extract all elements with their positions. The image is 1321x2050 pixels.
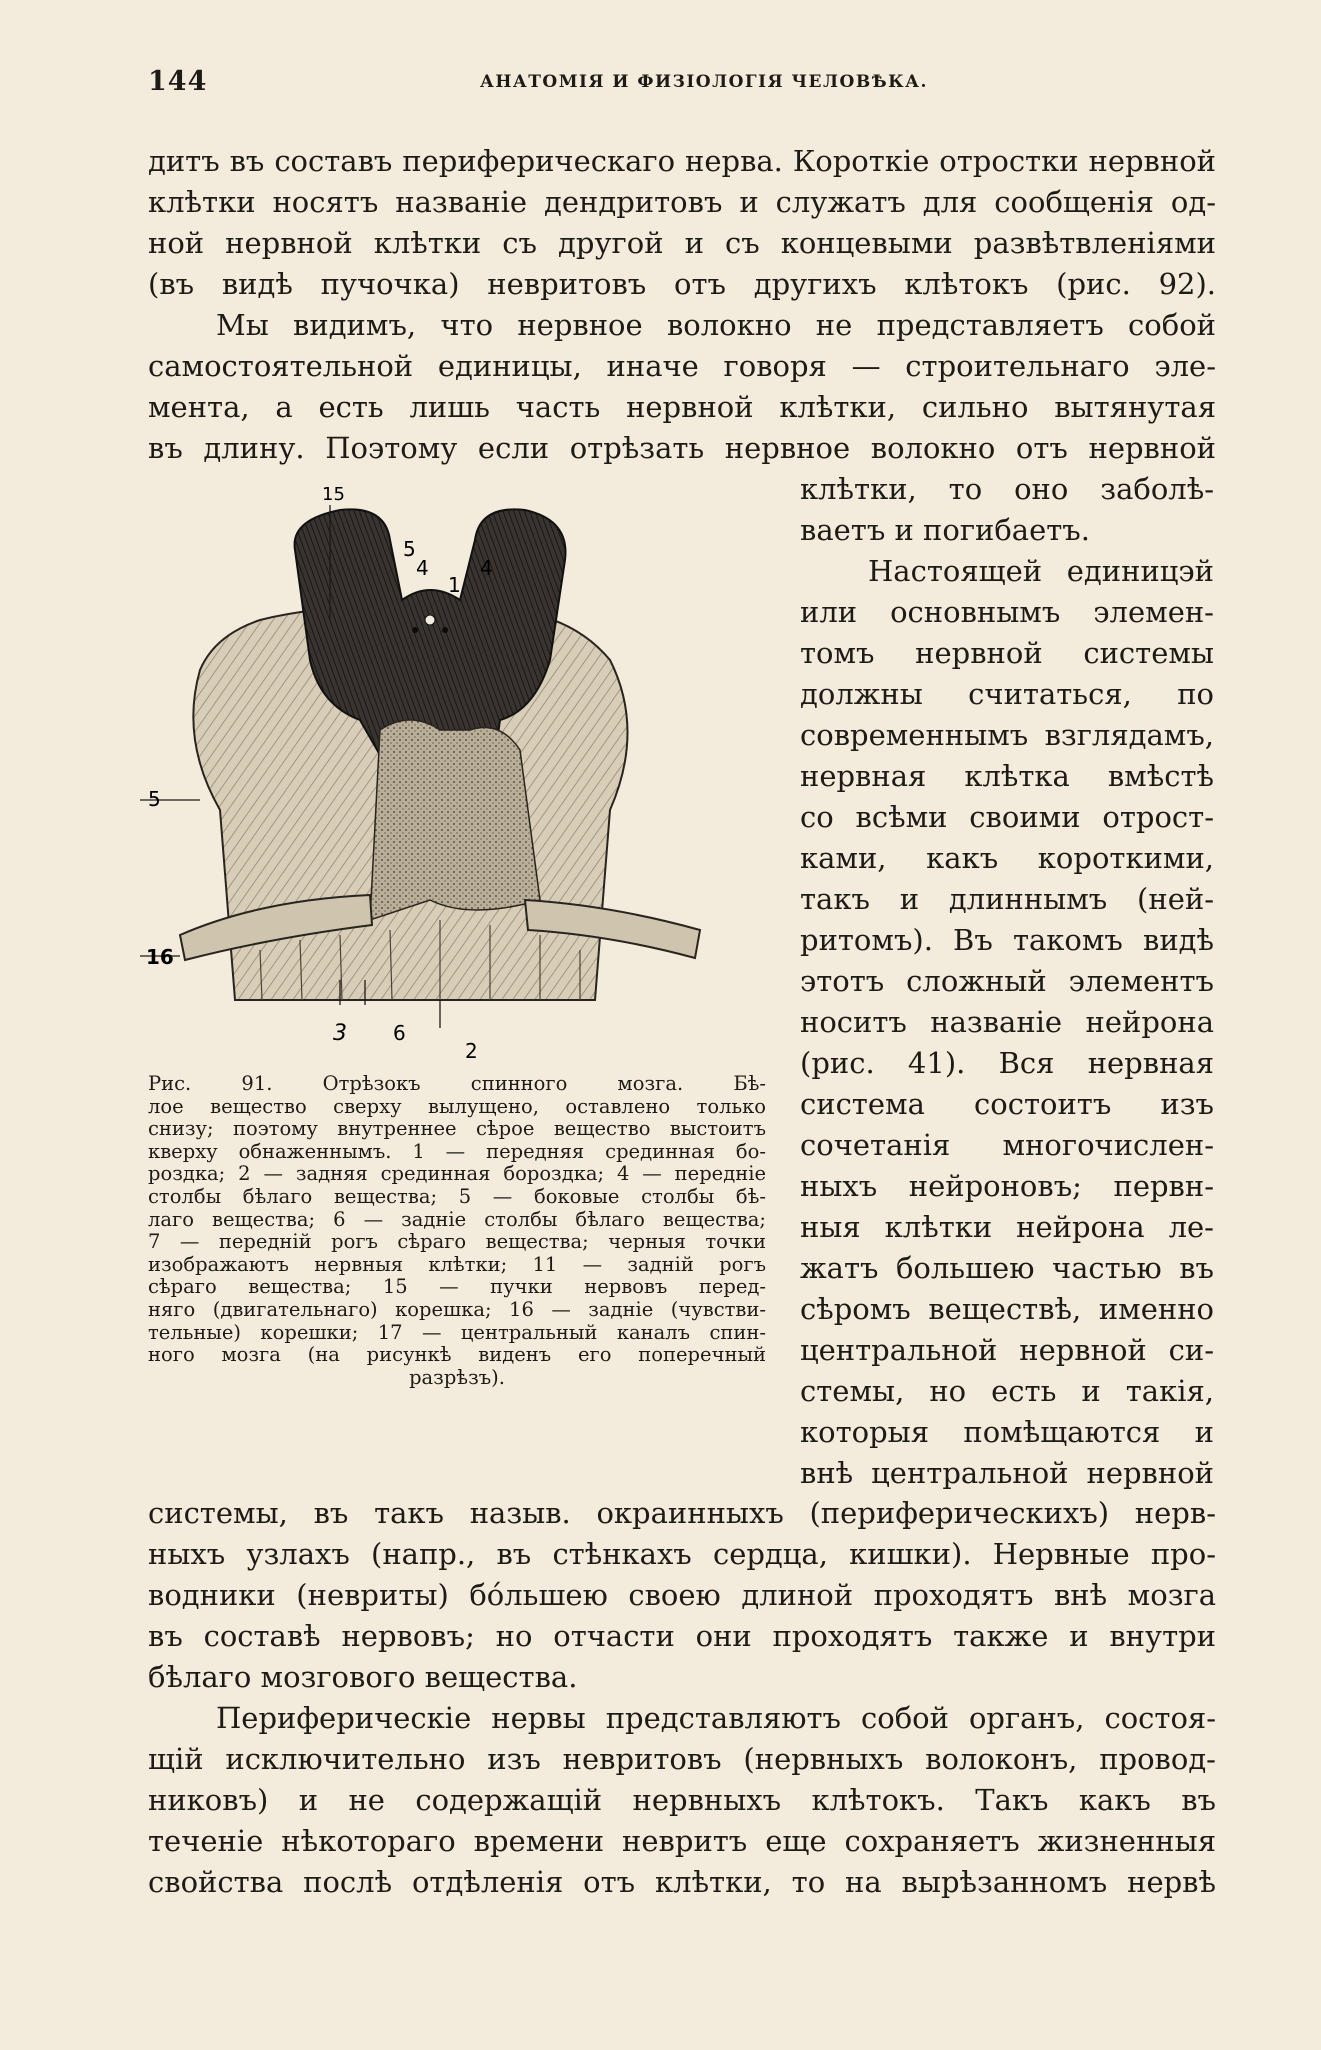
caption-line: роздка; 2 — задняя срединная бороздка; 4 — передніе xyxy=(148,1162,766,1186)
text-line: такъ и длиннымъ (ней- xyxy=(800,882,1214,916)
caption-line: лое вещество сверху вылущено, оставлено только xyxy=(148,1094,766,1118)
figure-caption xyxy=(148,1073,766,1389)
text-line: этотъ сложный элементъ xyxy=(800,964,1214,998)
text-line: ныхъ узлахъ (напр., въ стѣнкахъ сердца, кишки). Нервные про- xyxy=(148,1537,1216,1571)
caption-line: изображаютъ нервныя клѣтки; 11 — задній рогъ xyxy=(148,1252,766,1276)
text-line: бѣлаго мозгового вещества. xyxy=(148,1660,578,1694)
text-line: должны считаться, по xyxy=(800,677,1214,711)
figure-label: 3 xyxy=(333,1021,347,1046)
text-line: мента, а есть лишь часть нервной клѣтки, сильно вытянутая xyxy=(148,390,1216,424)
text-line: никовъ) и не содержащій нервныхъ клѣтокъ. Такъ какъ въ xyxy=(148,1783,1216,1817)
text-line: сѣромъ веществѣ, именно xyxy=(800,1292,1214,1326)
central-canal xyxy=(425,615,435,625)
text-line: самостоятельной единицы, иначе говоря — строительнаго эле- xyxy=(148,349,1216,383)
text-line: или основнымъ элемен- xyxy=(800,595,1214,629)
figure-label: 5 xyxy=(148,787,161,811)
anterior-column xyxy=(370,720,540,920)
spinal-cord-figure xyxy=(140,480,770,1070)
text-line: нервная клѣтка вмѣстѣ xyxy=(800,759,1214,793)
text-line: томъ нервной системы xyxy=(800,636,1214,670)
figure-label: 4 xyxy=(416,556,429,580)
text-line: жатъ большею частью въ xyxy=(800,1251,1214,1285)
nerve-cell-dot xyxy=(412,627,418,633)
text-line: центральной нервной си- xyxy=(800,1333,1214,1367)
text-line: ритомъ). Въ такомъ видѣ xyxy=(800,923,1214,957)
text-line: (въ видѣ пучочка) невритовъ отъ другихъ клѣтокъ (рис. 92). xyxy=(148,267,1216,301)
caption-line: Рис. 91. Отрѣзокъ спинного мозга. Бѣ- xyxy=(148,1072,766,1095)
page-number: 144 xyxy=(148,66,208,97)
figure-label: 4 xyxy=(480,556,493,580)
top-paragraph-block xyxy=(148,141,1216,469)
nerve-cell-dot xyxy=(442,627,448,633)
side-column-text xyxy=(800,469,1214,1494)
text-line: (рис. 41). Вся нервная xyxy=(800,1046,1214,1080)
caption-line: тельные) корешки; 17 — центральный каналъ спин- xyxy=(148,1320,766,1344)
text-line: свойства послѣ отдѣленія отъ клѣтки, то на вырѣзанномъ нервѣ xyxy=(148,1865,1216,1899)
text-line: щій исключительно изъ невритовъ (нервныхъ волоконъ, провод- xyxy=(148,1742,1216,1776)
caption-line: разрѣзъ). xyxy=(409,1365,505,1389)
text-line: ныхъ нейроновъ; первн- xyxy=(800,1169,1214,1203)
text-line: въ составѣ нервовъ; но отчасти они проходятъ также и внутри xyxy=(148,1619,1216,1653)
text-line: которыя помѣщаются и xyxy=(800,1415,1214,1449)
running-title: АНАТОМІЯ И ФИЗІОЛОГІЯ ЧЕЛОВѢКА. xyxy=(480,72,928,92)
caption-line: ного мозга (на рисункѣ виденъ его поперечный xyxy=(148,1343,766,1367)
text-line: система состоитъ изъ xyxy=(800,1087,1214,1121)
text-line: дитъ въ составъ периферическаго нерва. Короткіе отростки нервной xyxy=(148,144,1216,178)
bottom-paragraph-block xyxy=(148,1493,1216,1903)
text-line: внѣ центральной нервной xyxy=(800,1456,1214,1490)
figure-label: 5 xyxy=(403,537,416,561)
text-line: со всѣми своими отрост- xyxy=(800,800,1214,834)
text-line: современнымъ взглядамъ, xyxy=(800,718,1214,752)
text-line: клѣтки, то оно заболѣ- xyxy=(800,472,1214,506)
text-line: водники (невриты) бóльшею своею длиной проходятъ внѣ мозга xyxy=(148,1578,1216,1612)
text-line: носитъ названіе нейрона xyxy=(800,1005,1214,1039)
figure-label: 2 xyxy=(465,1039,478,1063)
text-line: сочетанія многочислен- xyxy=(800,1128,1214,1162)
caption-line: 7 — передній рогъ сѣраго вещества; черныя точки xyxy=(148,1230,766,1254)
text-line: въ длину. Поэтому если отрѣзать нервное волокно отъ нервной xyxy=(148,431,1216,465)
text-line: стемы, но есть и такія, xyxy=(800,1374,1214,1408)
text-line: клѣтки носятъ названіе дендритовъ и служатъ для сообщенія од- xyxy=(148,185,1216,219)
figure-label: 15 xyxy=(322,484,345,505)
figure-label: 1 xyxy=(448,573,461,597)
caption-line: снизу; поэтому внутреннее сѣрое вещество выстоитъ xyxy=(148,1117,766,1141)
caption-line: столбы бѣлаго вещества; 5 — боковые столбы бѣ- xyxy=(148,1184,766,1208)
text-line: ками, какъ короткими, xyxy=(800,841,1214,875)
caption-line: кверху обнаженнымъ. 1 — передняя срединная бо- xyxy=(148,1139,766,1163)
figure-label: 6 xyxy=(393,1021,406,1045)
text-line: системы, въ такъ назыв. окраинныхъ (периферическихъ) нерв- xyxy=(148,1496,1216,1530)
text-line: ныя клѣтки нейрона ле- xyxy=(800,1210,1214,1244)
text-line: теченіе нѣкотораго времени невритъ еще сохраняетъ жизненныя xyxy=(148,1824,1216,1858)
caption-line: няго (двигательнаго) корешка; 16 — задніе (чувстви- xyxy=(148,1297,766,1321)
figure-label: 16 xyxy=(146,945,174,969)
text-line: Настоящей единицэй xyxy=(868,554,1214,588)
caption-line: лаго вещества; 6 — задніе столбы бѣлаго вещества; xyxy=(148,1207,766,1231)
text-line: Мы видимъ, что нервное волокно не представляетъ собой xyxy=(216,308,1216,342)
caption-line: сѣраго вещества; 15 — пучки нервовъ перед- xyxy=(148,1275,766,1299)
text-line: Периферическіе нервы представляютъ собой органъ, состоя- xyxy=(216,1701,1216,1735)
text-line: ваетъ и погибаетъ. xyxy=(800,513,1090,547)
text-line: ной нервной клѣтки съ другой и съ концевыми развѣтвленіями xyxy=(148,226,1216,260)
